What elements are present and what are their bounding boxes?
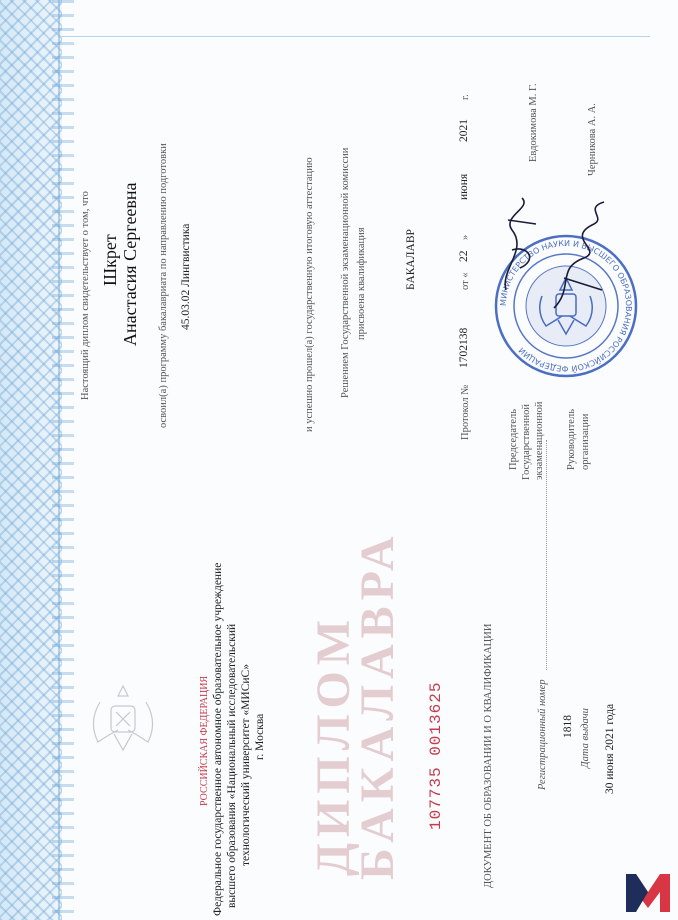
protocol-day: 22 [458,250,470,262]
issue-date: 30 июня 2021 года [604,703,616,794]
title-diplom: ДИПЛОМ [307,613,360,876]
protocol-year: 2021 [458,119,470,142]
protocol-year-suffix: г. [460,94,471,100]
head-name: Черникова А. А. [587,103,598,176]
org-line-2: высшего образования «Национальный исследовательский [226,623,238,908]
intro-text: Настоящий диплом свидетельствует о том, что [80,191,91,400]
org-line-3: технологический университет «МИСиС» [240,664,252,866]
commission-line-2: присвоена квалификация [356,227,367,340]
chair-signature [498,190,544,300]
m-logo-icon [622,868,674,914]
city-label: г. Москва [254,713,266,760]
issue-date-label: Дата выдачи [580,708,591,768]
protocol-label: Протокол № [460,384,471,440]
title-bakalavra: БАКАЛАВРА [351,530,404,880]
chair-name: Евдокимова М. Г. [528,83,539,162]
head-signature [544,198,614,318]
registration-number-label: Регистрационный номер [537,679,548,790]
protocol-month: июня [458,173,470,200]
security-wave-band [52,0,74,920]
head-title-line-1: Руководитель [566,409,577,470]
document-type-label: ДОКУМЕНТ ОБ ОБРАЗОВАНИИ И О КВАЛИФИКАЦИИ [483,623,494,888]
surname: Шкрет [100,234,120,286]
specialty: 45.03.02 Лингвистика [180,223,192,330]
svg-text:МИНИСТЕРСТВО НАУКИ И ВЫСШЕГО О: МИНИСТЕРСТВО НАУКИ И ВЫСШЕГО ОБРАЗОВАНИЯ РОССИЙСКОЙ ФЕДЕРАЦИИ [498,238,634,374]
serial-number: 107735 0013625 [427,681,445,830]
protocol-from: от « [460,272,471,290]
protocol-close-quote: » [460,234,471,240]
head-title-line-2: организации [580,413,591,470]
program-text: освоил(а) программу бакалавриата по направлению подготовки [158,143,169,428]
chair-title-line-3: экзаменационной [534,401,545,480]
left-border-line [58,0,60,920]
chair-title-line-1: Председатель [508,408,519,470]
country-label: РОССИЙСКАЯ ФЕДЕРАЦИЯ [199,675,210,806]
qualification: БАКАЛАВР [405,229,417,290]
protocol-number: 1702138 [458,327,470,368]
signature-line-chair [546,440,548,670]
attestation-text: и успешно прошел(а) государственную итоговую аттестацию [304,157,315,432]
commission-line-1: Решением Государственной экзаменационной комиссии [340,147,351,398]
org-line-1: Федеральное государственное автономное образовательное учреждение [212,562,224,916]
registration-number: 1818 [562,715,574,738]
chair-title-line-2: Государственной [521,404,532,480]
coat-of-arms-icon [78,672,168,762]
top-border-line [60,36,650,37]
given-names: Анастасия Сергеевна [120,182,140,346]
